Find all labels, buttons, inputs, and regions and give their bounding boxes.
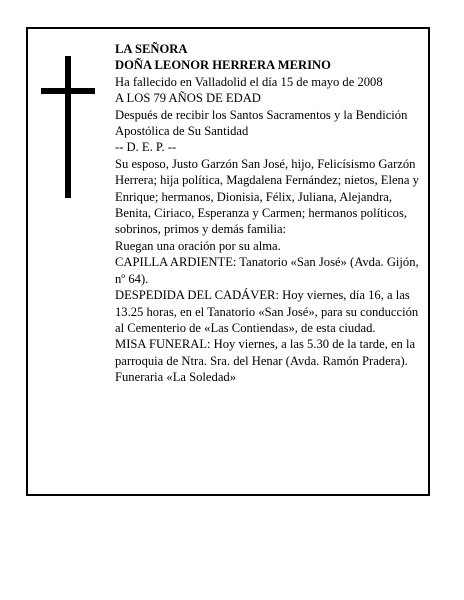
death-info: Ha fallecido en Valladolid el día 15 de mayo de 2008 (115, 74, 383, 89)
notice-text (115, 41, 421, 386)
cross-vertical-bar (65, 56, 71, 198)
obituary-notice (26, 27, 430, 496)
cross-horizontal-bar (41, 88, 95, 94)
funeral-home: Funeraria «La Soledad» (115, 370, 236, 385)
deceased-name: DOÑA LEONOR HERRERA MERINO (115, 58, 331, 73)
chapel-info: CAPILLA ARDIENTE: Tanatorio «San José» (Avda. Gijón, nº 64). (115, 255, 419, 286)
funeral-mass-info: MISA FUNERAL: Hoy viernes, a las 5.30 de la tarde, en la parroquia de Ntra. Sra. del Henar (Avda. Ramón Pradera). (115, 337, 416, 368)
family-paragraph: Su esposo, Justo Garzón San José, hijo, Felicísismo Garzón Herrera; hija política, Magdalena Fernández; nietos, Elena y Enrique; hermanos, Dionisia, Félix, Juliana, Alejandra, Benita, Ciriaco, Esperanza y Carmen; hermanos políticos, sobrinos, primos y demás familia: (115, 156, 419, 237)
sacraments-line: Después de recibir los Santos Sacramentos y la Bendición Apostólica de Su Santidad (115, 107, 408, 139)
farewell-info: DESPEDIDA DEL CADÁVER: Hoy viernes, día 16, a las 13.25 horas, en el Tanatorio «San José», para su conducción al Cementerio de «Las Contiendas», de esta ciudad. (115, 288, 419, 335)
notice-heading: LA SEÑORA (115, 42, 188, 56)
prayer-line: Ruegan una oración por su alma. (115, 238, 281, 253)
latin-cross-icon (41, 56, 95, 198)
age-line: A LOS 79 AÑOS DE EDAD (115, 91, 261, 106)
rip-line: -- D. E. P. -- (115, 140, 177, 155)
